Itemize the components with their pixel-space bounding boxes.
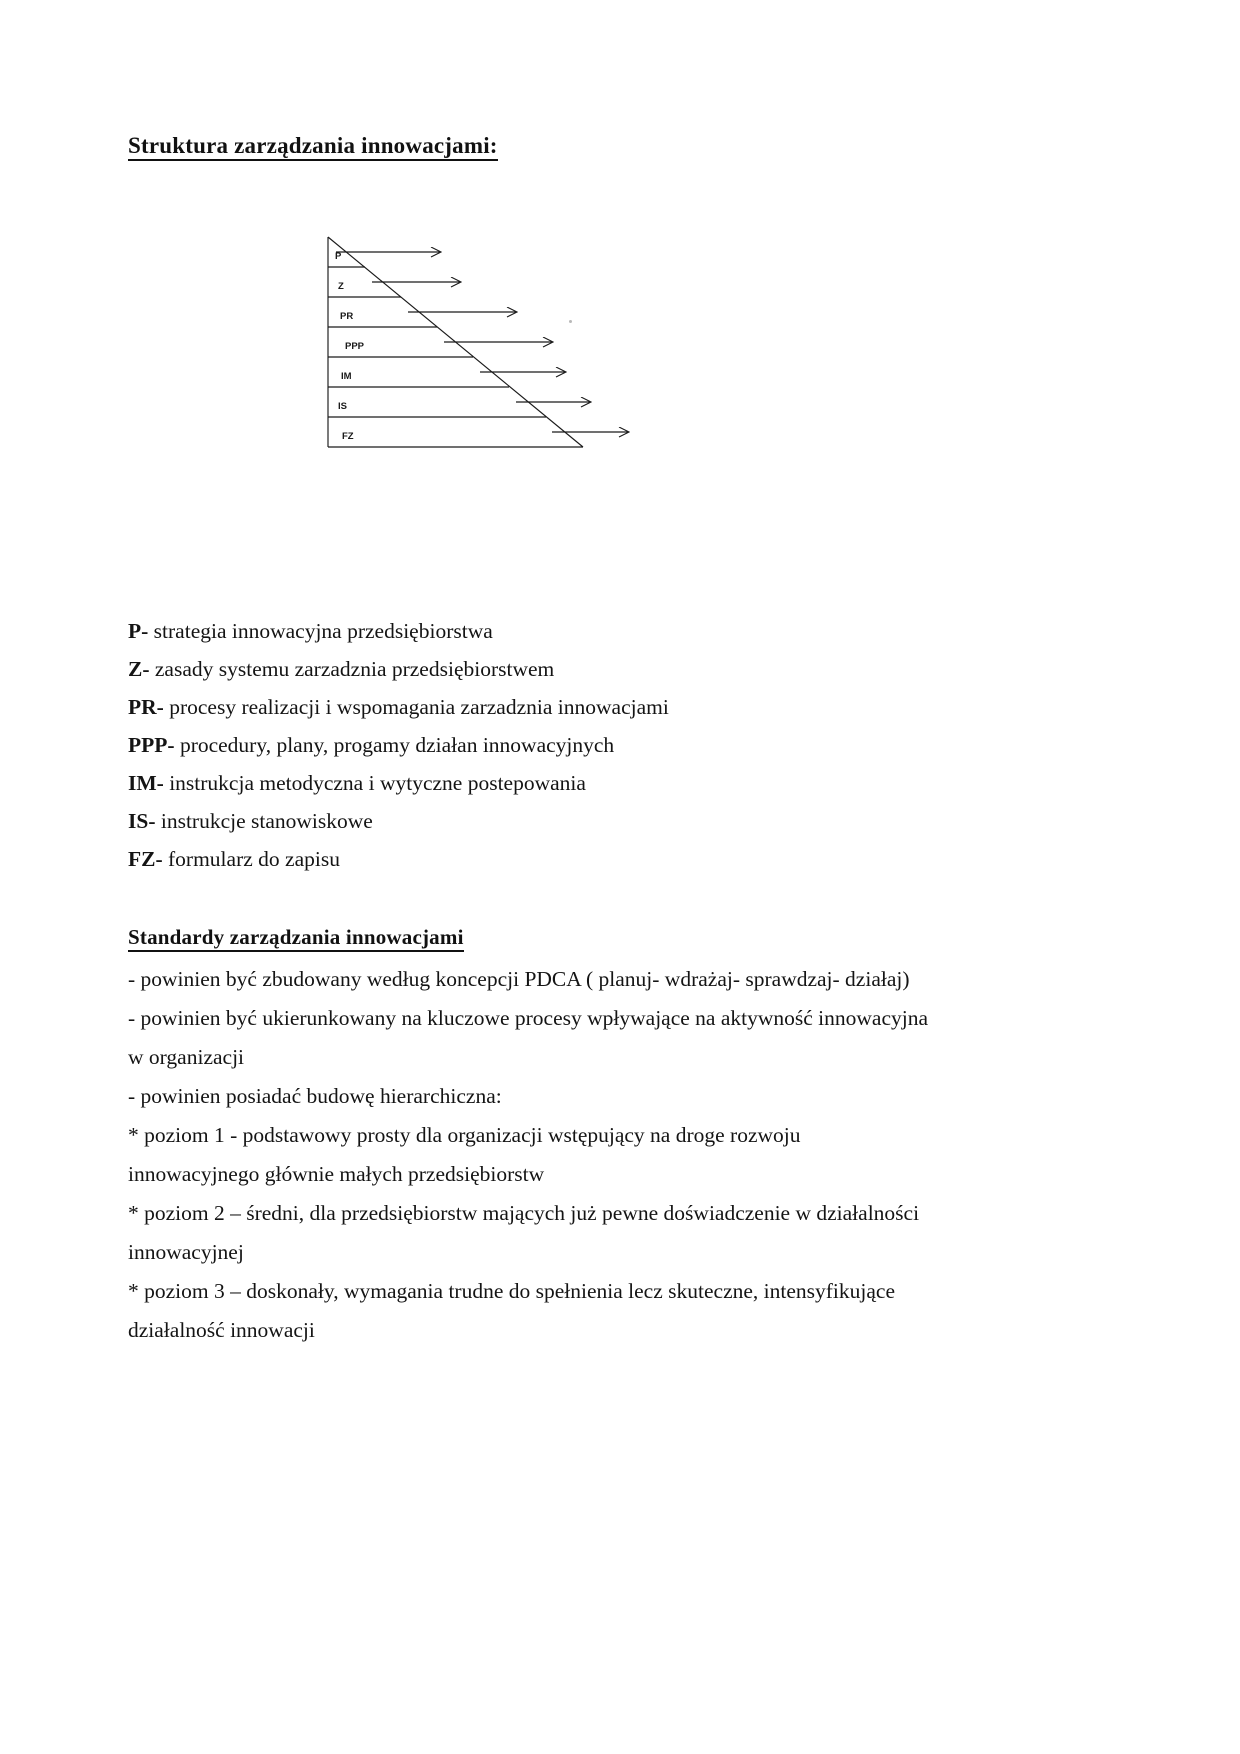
diagram-level-label-IS: IS [338,401,347,412]
scan-artifact-dot [569,320,572,323]
legend-text: instrukcja metodyczna i wytyczne postepowania [163,771,586,795]
legend-code: IM- [128,771,164,795]
list-item: - powinien posiadać budowę hierarchiczna: [128,1084,502,1108]
list-item: - powinien być zbudowany według koncepcji PDCA ( planuj- wdrażaj- sprawdzaj- działaj) [128,967,910,991]
list-item: innowacyjnego głównie małych przedsiębiorstw [128,1162,545,1186]
diagram-level-label-PPP: PPP [345,341,365,352]
diagram-level-label-FZ: FZ [342,431,354,442]
diagram-level-label-IM: IM [341,371,352,382]
legend-text: instrukcje stanowiskowe [155,809,373,833]
list-item [128,650,669,688]
legend-code: IS- [128,809,156,833]
list-item: - powinien być ukierunkowany na kluczowe procesy wpływające na aktywność innowacyjna [128,1006,929,1030]
legend-text: procedury, plany, progamy działan innowacyjnych [174,733,615,757]
legend-code: P- [128,619,149,643]
list-item [128,840,669,878]
standards-list [128,960,1128,1350]
diagram-level-label-Z: Z [338,281,344,292]
legend-text: strategia innowacyjna przedsiębiorstwa [148,619,493,643]
list-item: w organizacji [128,1045,245,1069]
list-item [128,688,669,726]
legend-text: procesy realizacji i wspomagania zarzadznia innowacjami [163,695,669,719]
list-item: * poziom 1 - podstawowy prosty dla organizacji wstępujący na droge rozwoju [128,1123,801,1147]
list-item: * poziom 3 – doskonały, wymagania trudne do spełnienia lecz skuteczne, intensyfikujące [128,1279,895,1303]
diagram-level-label-P: P [335,251,342,262]
list-item [128,726,669,764]
legend-text: formularz do zapisu [162,847,340,871]
diagram-level-label-PR: PR [340,311,354,322]
page-title-structure [128,133,498,159]
legend-text: zasady systemu zarzadznia przedsiębiorstwem [149,657,555,681]
list-item: * poziom 2 – średni, dla przedsiębiorstw mających już pewne doświadczenie w działalności [128,1201,920,1225]
list-item: działalność innowacji [128,1318,315,1342]
section-title-standards [128,925,464,950]
legend-code: Z- [128,657,150,681]
list-item: innowacyjnej [128,1240,244,1264]
list-item [128,612,669,650]
legend-list [128,612,669,878]
heading-structure-text: Struktura zarządzania innowacjami: [128,133,498,161]
legend-code: PPP- [128,733,175,757]
list-item [128,764,669,802]
heading-standards-text: Standardy zarządzania innowacjami [128,925,464,952]
legend-code: FZ- [128,847,163,871]
legend-code: PR- [128,695,164,719]
list-item [128,802,669,840]
triangle-hierarchy-diagram [300,225,700,480]
